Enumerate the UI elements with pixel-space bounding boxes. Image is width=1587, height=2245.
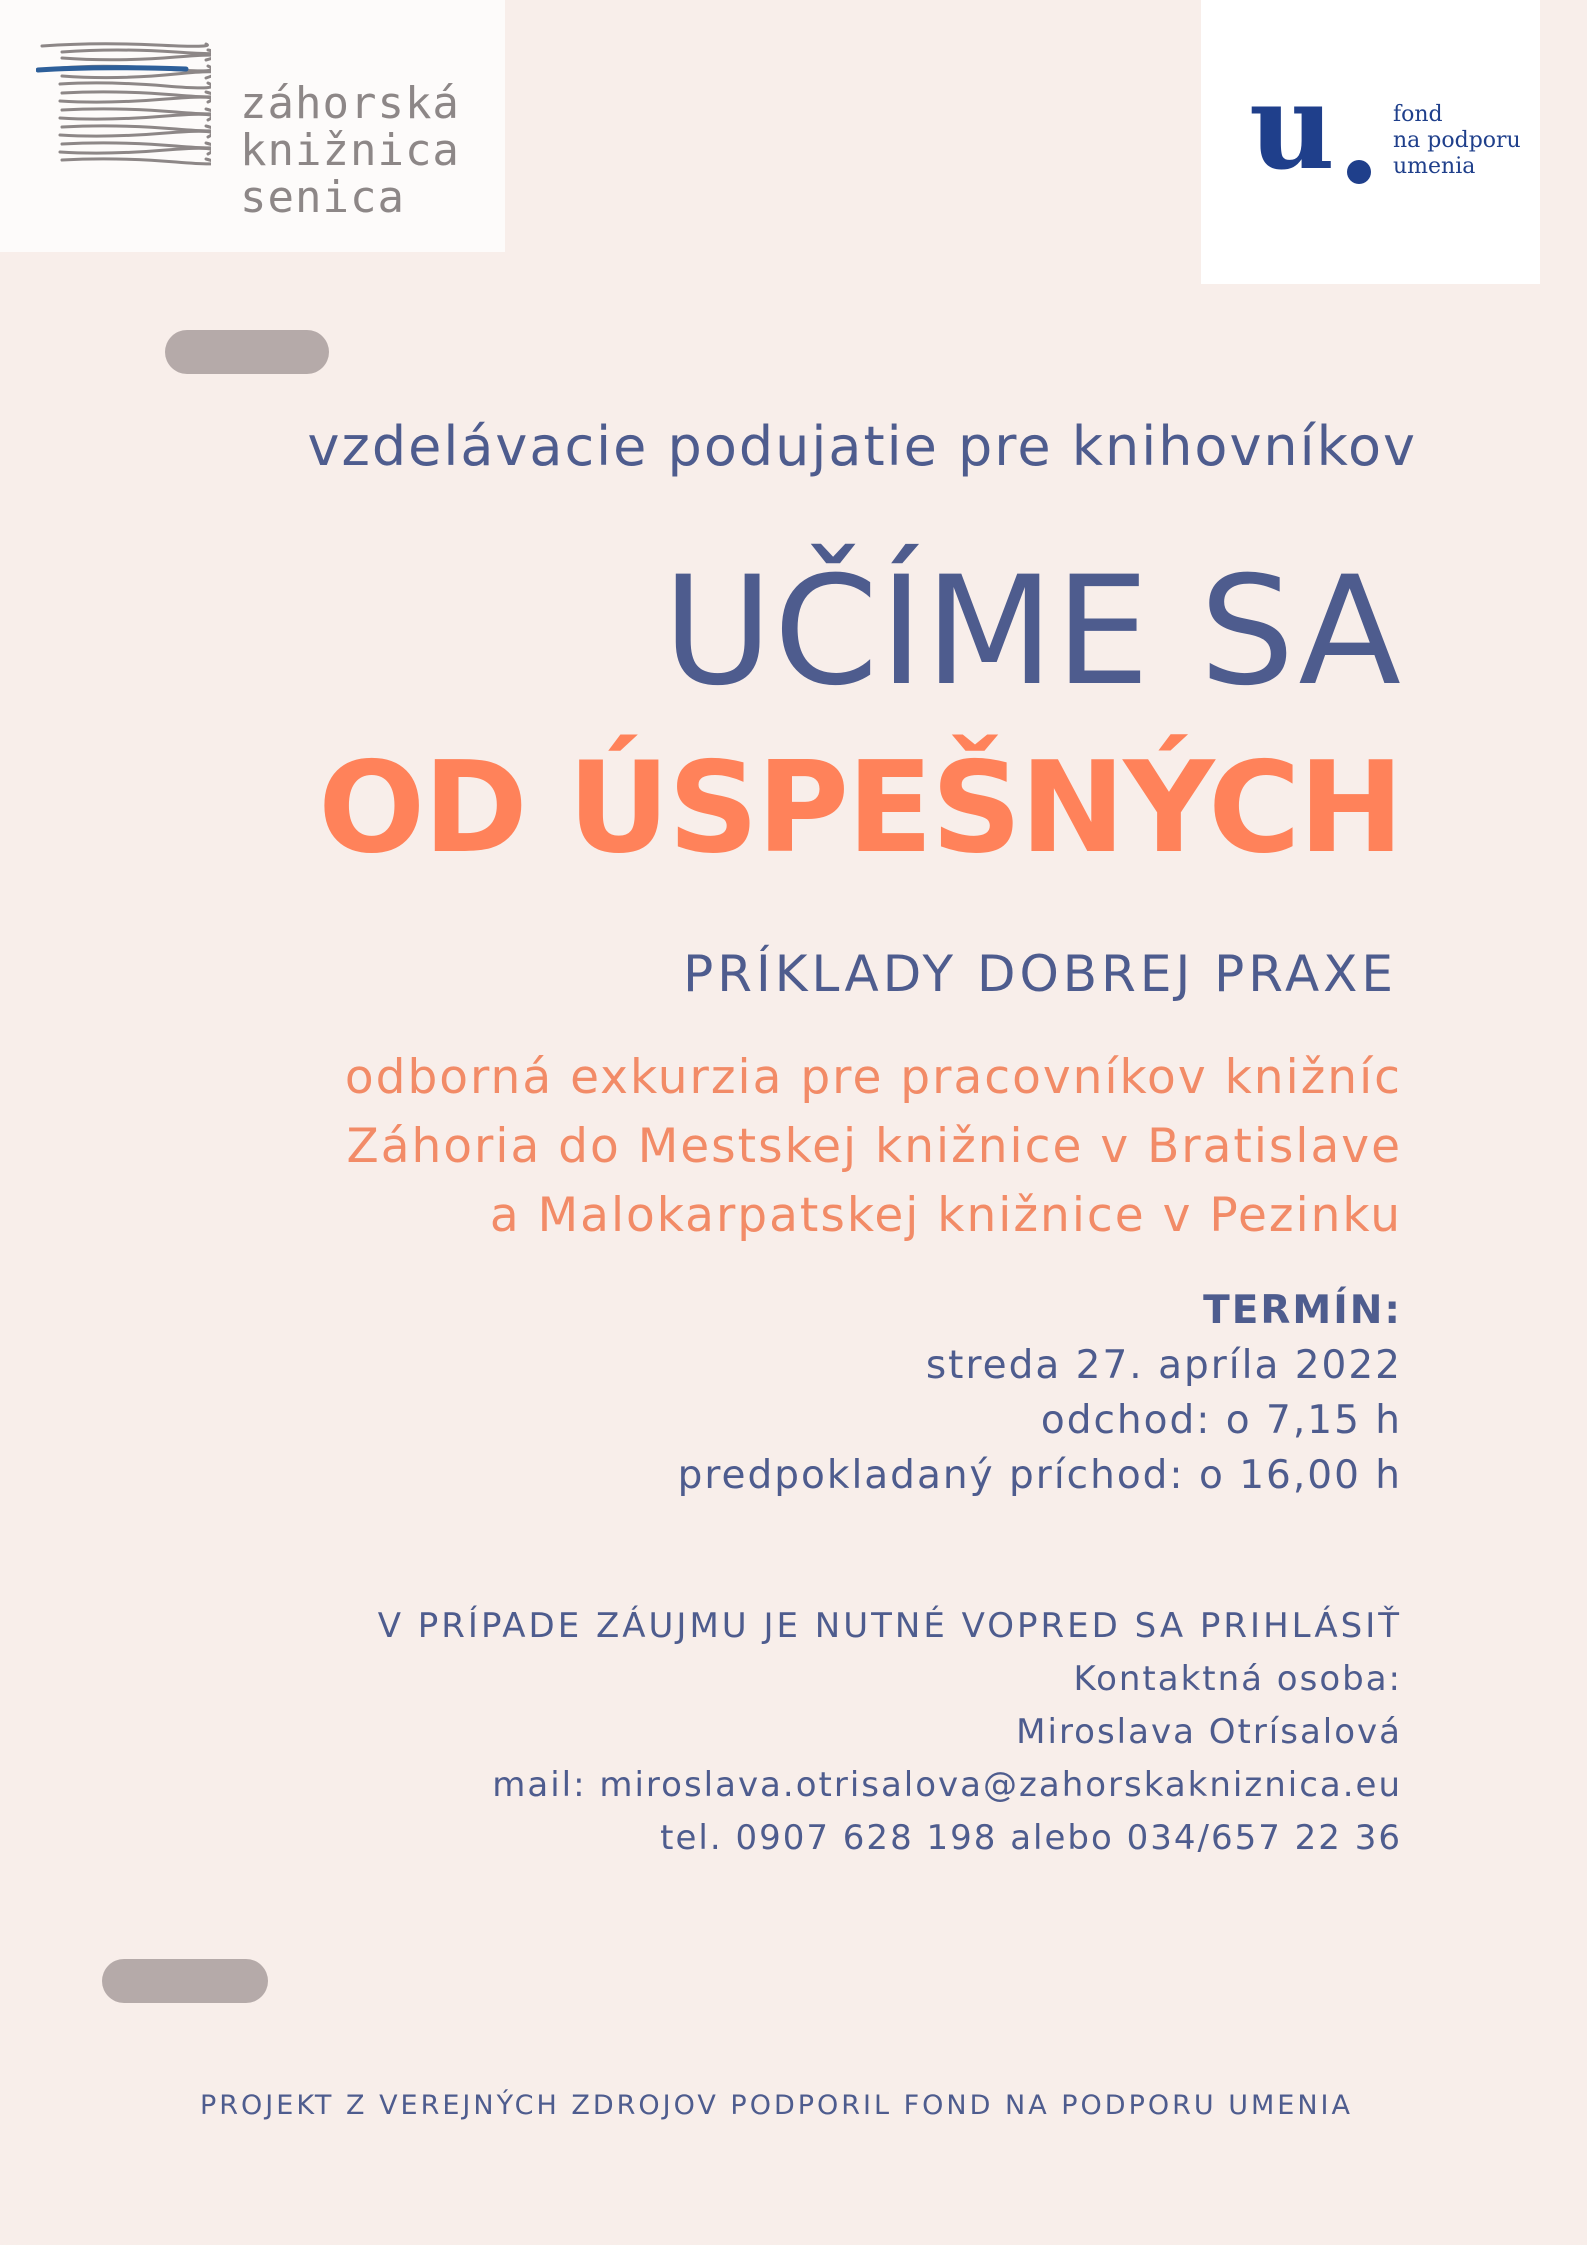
contact-email[interactable]: mail: miroslava.otrisalova@zahorskakniznica.eu: [492, 1765, 1402, 1805]
contact-name: Miroslava Otrísalová: [1016, 1712, 1402, 1752]
schedule-date: streda 27. apríla 2022: [925, 1343, 1402, 1388]
tagline: PRÍKLADY DOBREJ PRAXE: [683, 945, 1397, 1003]
fond-line-3: umenia: [1393, 154, 1476, 179]
stacked-lines-icon: [36, 38, 211, 170]
zahorska-kniznica-wordmark: [240, 80, 460, 221]
logo-line-1: záhorská: [240, 78, 460, 129]
schedule-arrival: predpokladaný príchod: o 16,00 h: [677, 1453, 1402, 1498]
fond-na-podporu-umenia-logo: [1201, 0, 1540, 284]
contact-label: Kontaktná osoba:: [1073, 1659, 1402, 1699]
description-line-3: a Malokarpatskej knižnice v Pezinku: [489, 1188, 1402, 1243]
title-line-1: UČÍME SA: [662, 545, 1402, 719]
u-logo-dot: [1347, 160, 1371, 184]
fond-wordmark: [1393, 102, 1521, 180]
contact-phone[interactable]: tel. 0907 628 198 alebo 034/657 22 36: [660, 1818, 1402, 1858]
zahorska-kniznica-logo: [0, 0, 505, 252]
decorative-pill-top: [165, 330, 329, 374]
fond-line-1: fond: [1393, 102, 1443, 127]
u-logo-mark: u: [1249, 57, 1335, 196]
logo-line-3: senica: [240, 172, 405, 223]
registration-notice: V PRÍPADE ZÁUJMU JE NUTNÉ VOPRED SA PRIHLÁSIŤ: [377, 1606, 1402, 1646]
description-line-1: odborná exkurzia pre pracovníkov knižníc: [344, 1050, 1402, 1105]
logo-line-2: knižnica: [240, 125, 460, 176]
title-line-2: OD ÚSPEŠNÝCH: [318, 734, 1402, 881]
fond-line-2: na podporu: [1393, 128, 1521, 153]
schedule-departure: odchod: o 7,15 h: [1040, 1398, 1402, 1443]
event-subtitle: vzdelávacie podujatie pre knihovníkov: [307, 415, 1417, 478]
decorative-pill-bottom: [102, 1959, 268, 2003]
footer-credit: PROJEKT Z VEREJNÝCH ZDROJOV PODPORIL FOND NA PODPORU UMENIA: [200, 2090, 1353, 2121]
description-line-2: Záhoria do Mestskej knižnice v Bratislave: [346, 1119, 1402, 1174]
schedule-label: TERMÍN:: [1203, 1288, 1402, 1333]
